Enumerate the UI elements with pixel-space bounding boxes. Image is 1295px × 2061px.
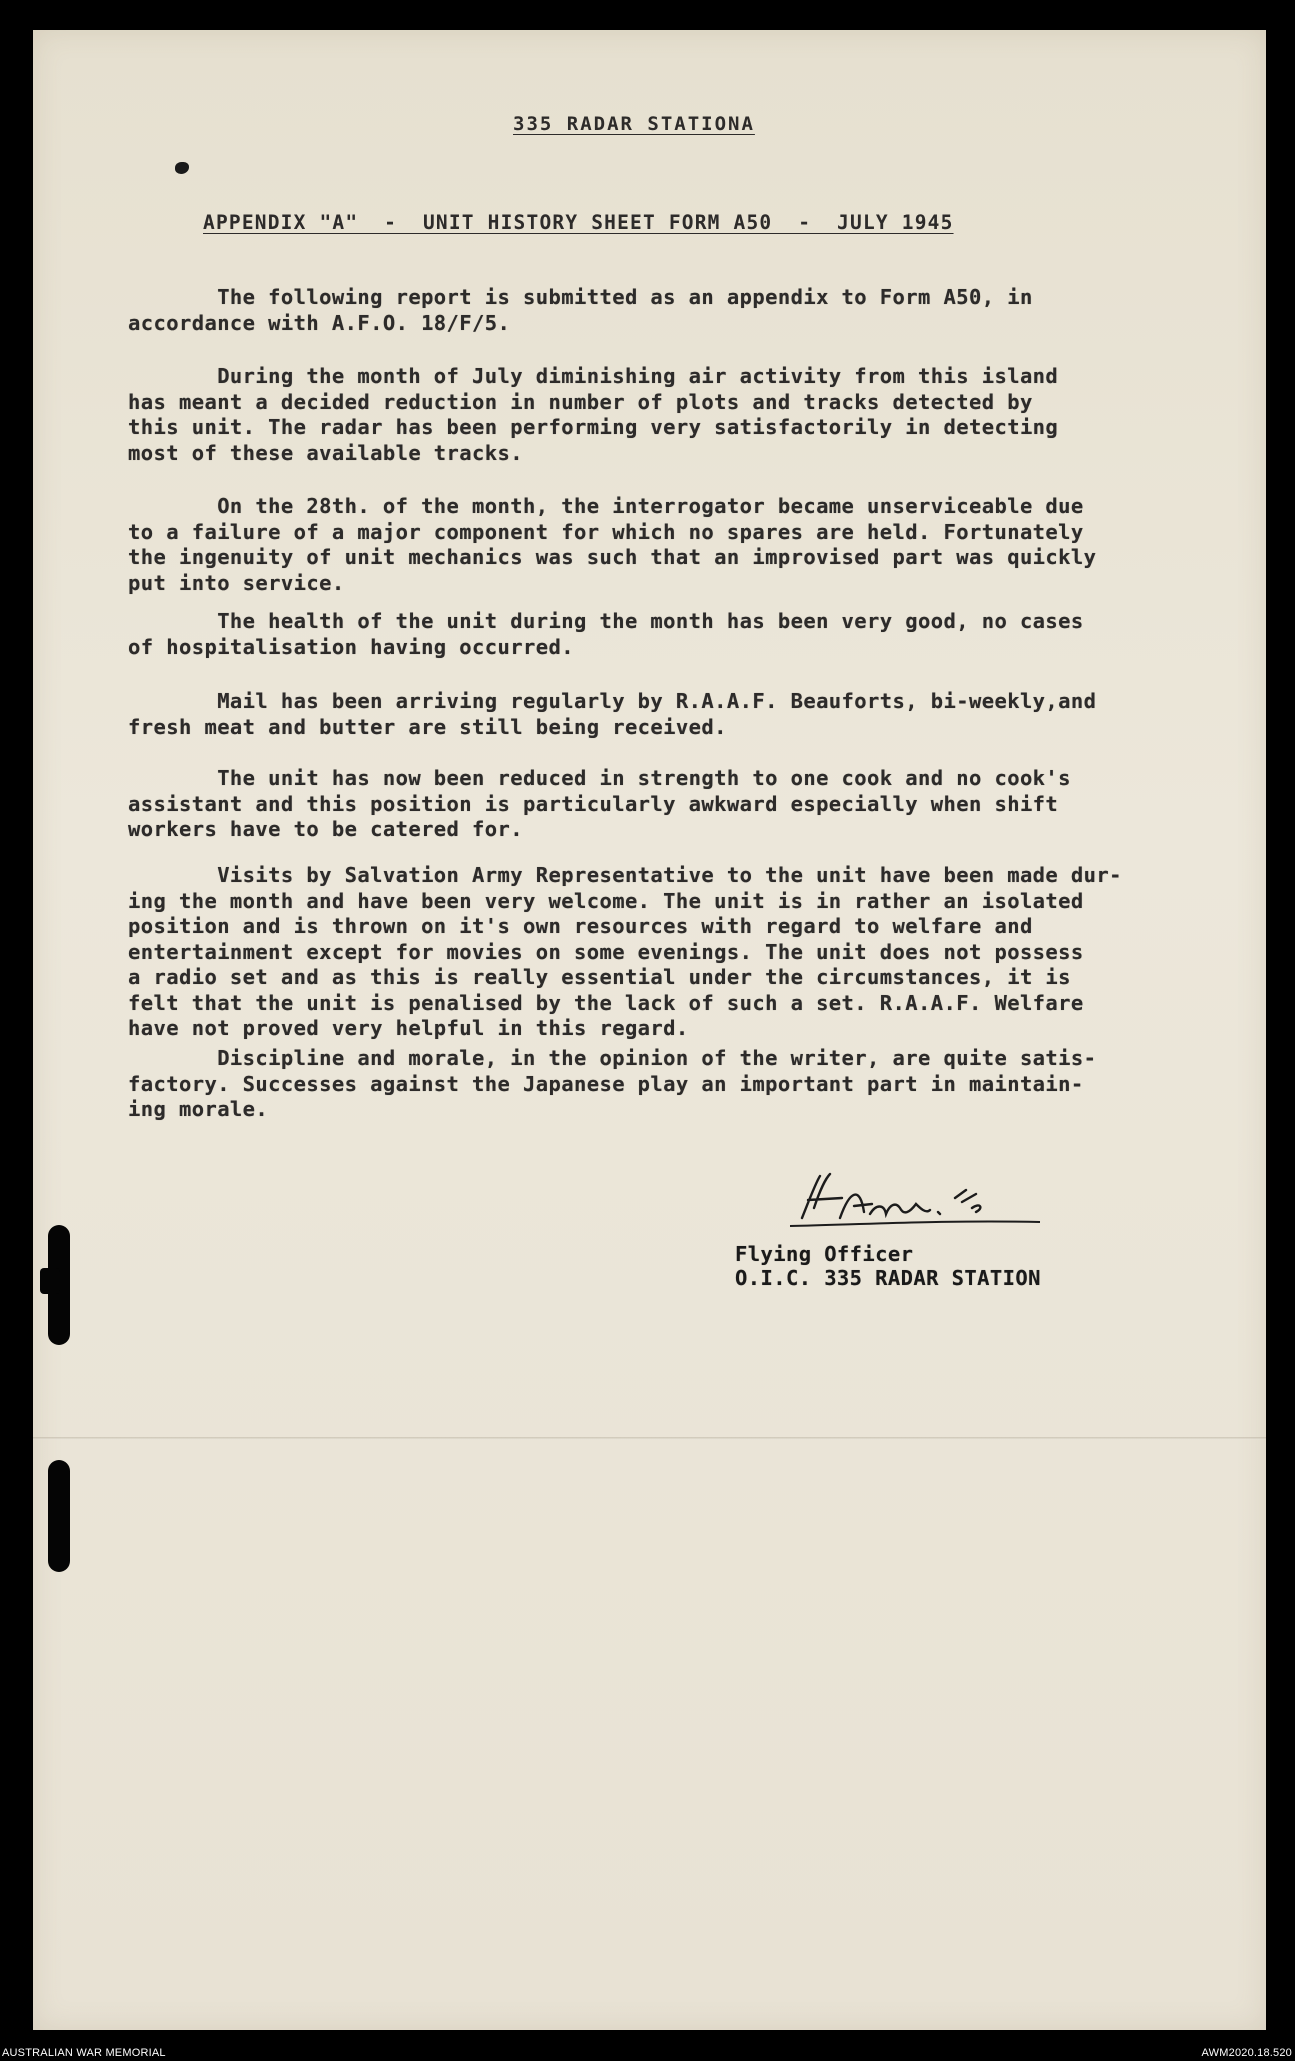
report-line: The unit has now been reduced in strength to one cook and no cook's [128,766,1071,790]
report-line: felt that the unit is penalised by the lack of such a set. R.A.A.F. Welfare [128,990,1084,1015]
report-line: have not proved very helpful in this regard. [128,1016,689,1040]
report-line: Mail has been arriving regularly by R.A.A.F. Beauforts, bi-weekly,and [128,689,1097,713]
report-line: Discipline and morale, in the opinion of the writer, are quite satis- [128,1046,1097,1070]
station-header: 335 RADAR STATIONA [513,113,755,135]
report-line: put into service. [128,570,345,595]
report-line: Visits by Salvation Army Representative to the unit have been made dur- [128,863,1122,887]
report-line: most of these available tracks. [128,440,524,465]
report-line: The health of the unit during the month has been very good, no cases [128,609,1084,633]
page-fold-line [33,1437,1266,1440]
report-line: of hospitalisation having occurred. [128,634,574,659]
footer-archive-name: AUSTRALIAN WAR MEMORIAL [2,2047,166,2059]
report-line: The following report is submitted as an appendix to Form A50, in [128,285,1033,309]
report-line: On the 28th. of the month, the interrogator became unserviceable due [128,494,1084,518]
handwritten-signature [780,1168,1100,1238]
report-line: to a failure of a major component for which no spares are held. Fortunately [128,519,1084,544]
signature-rank: Flying Officer [735,1242,914,1266]
report-line: fresh meat and butter are still being received. [128,714,727,739]
report-line: has meant a decided reduction in number of plots and tracks detected by [128,389,1033,414]
footer-accession-number: AWM2020.18.520 [1201,2047,1292,2059]
signature-unit: O.I.C. 335 RADAR STATION [735,1266,1041,1290]
report-line: factory. Successes against the Japanese play an important part in maintain- [128,1071,1084,1096]
binder-hole-bottom [48,1460,70,1572]
report-line: this unit. The radar has been performing very satisfactorily in detecting [128,415,1059,439]
report-line: assistant and this position is particularly awkward especially when shift [128,791,1059,816]
report-line: During the month of July diminishing air activity from this island [128,364,1059,388]
report-line: the ingenuity of unit mechanics was such that an improvised part was quickly [128,545,1097,569]
appendix-title: APPENDIX "A" - UNIT HISTORY SHEET FORM A50 - JULY 1945 [203,211,954,234]
report-line: position and is thrown on it's own resources with regard to welfare and [128,914,1033,938]
report-line: entertainment except for movies on some evenings. The unit does not possess [128,939,1084,964]
report-line: ing morale. [128,1097,269,1121]
report-line: ing the month and have been very welcome. The unit is in rather an isolated [128,888,1084,913]
binder-hole-top-tab [40,1268,60,1294]
report-line: accordance with A.F.O. 18/F/5. [128,310,511,335]
report-line: a radio set and as this is really essential under the circumstances, it is [128,965,1071,989]
report-line: workers have to be catered for. [128,817,524,841]
